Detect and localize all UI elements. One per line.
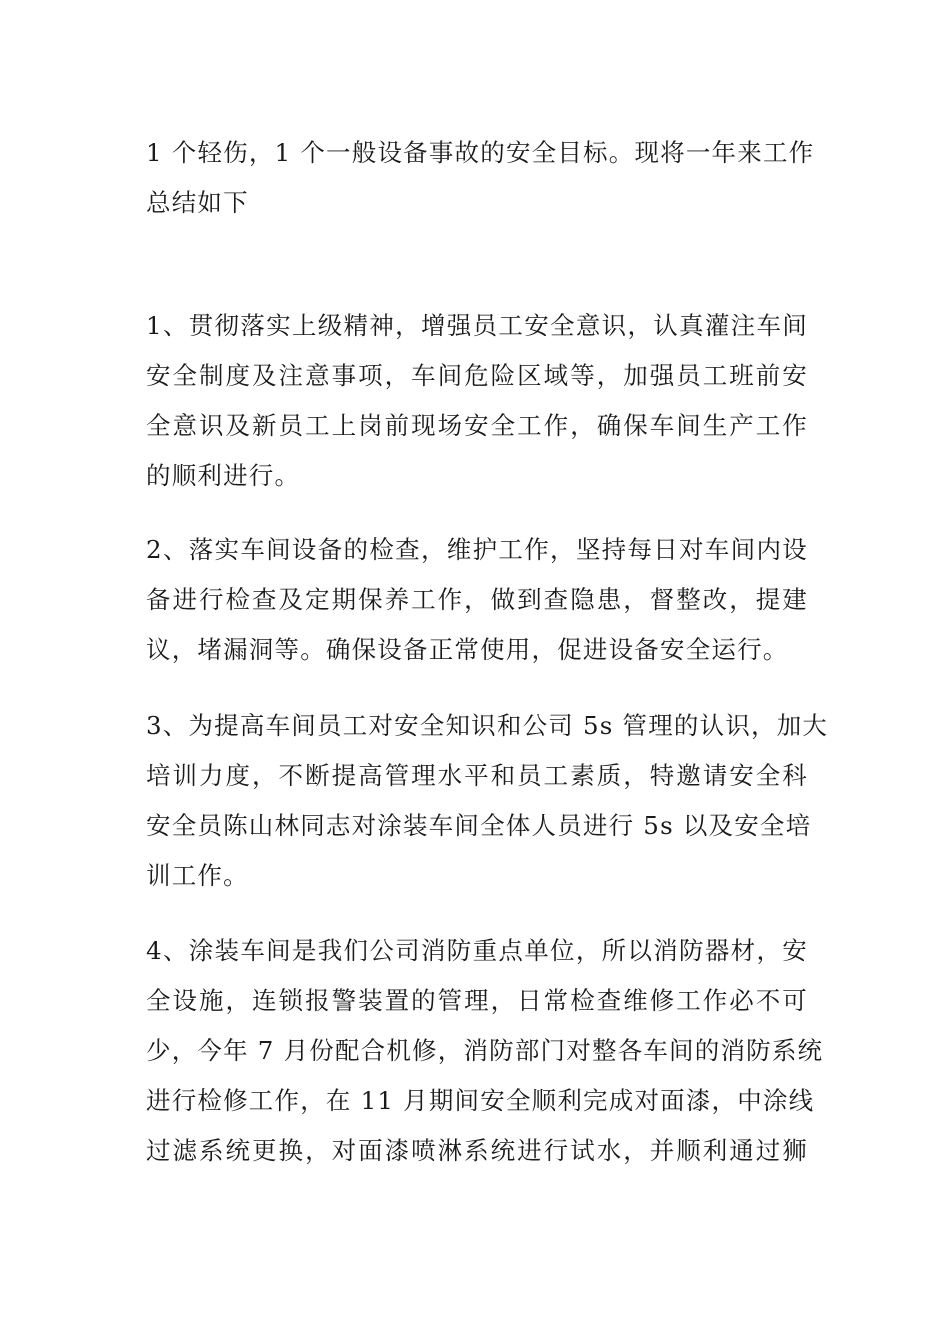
paragraph-item-1 (146, 301, 808, 501)
text-line: 安全员陈山林同志对涂装车间全体人员进行 5s 以及安全培 (146, 811, 812, 840)
text-line: 训工作。 (146, 861, 249, 890)
text-line: 全意识及新员工上岗前现场安全工作，确保车间生产工作 (146, 411, 808, 440)
paragraph-item-2 (146, 525, 808, 675)
paragraph-item-3 (146, 701, 829, 901)
text-line: 2、落实车间设备的检查，维护工作，坚持每日对车间内设 (146, 535, 808, 564)
text-line: 3、为提高车间员工对安全知识和公司 5s 管理的认识，加大 (146, 711, 829, 740)
text-line: 议，堵漏洞等。确保设备正常使用，促进设备安全运行。 (146, 635, 789, 664)
text-line: 备进行检查及定期保养工作，做到查隐患，督整改，提建 (146, 585, 808, 614)
text-line: 1 个轻伤，1 个一般设备事故的安全目标。现将一年来工作 (146, 138, 815, 167)
text-line: 总结如下 (146, 188, 249, 217)
text-line: 的顺利进行。 (146, 461, 301, 490)
text-line: 过滤系统更换，对面漆喷淋系统进行试水，并顺利通过狮 (146, 1136, 808, 1165)
text-line: 少，今年 7 月份配合机修，消防部门对整各车间的消防系统 (146, 1036, 824, 1065)
text-line: 全设施，连锁报警装置的管理，日常检查维修工作必不可 (146, 986, 808, 1015)
text-line: 1、贯彻落实上级精神，增强员工安全意识，认真灌注车间 (146, 311, 808, 340)
paragraph-item-4 (146, 926, 824, 1176)
text-line: 4、涂装车间是我们公司消防重点单位，所以消防器材，安 (146, 936, 808, 965)
text-line: 进行检修工作，在 11 月期间安全顺利完成对面漆，中涂线 (146, 1086, 815, 1115)
paragraph-intro (146, 128, 815, 228)
text-line: 培训力度，不断提高管理水平和员工素质，特邀请安全科 (146, 761, 808, 790)
text-line: 安全制度及注意事项，车间危险区域等，加强员工班前安 (146, 361, 808, 390)
